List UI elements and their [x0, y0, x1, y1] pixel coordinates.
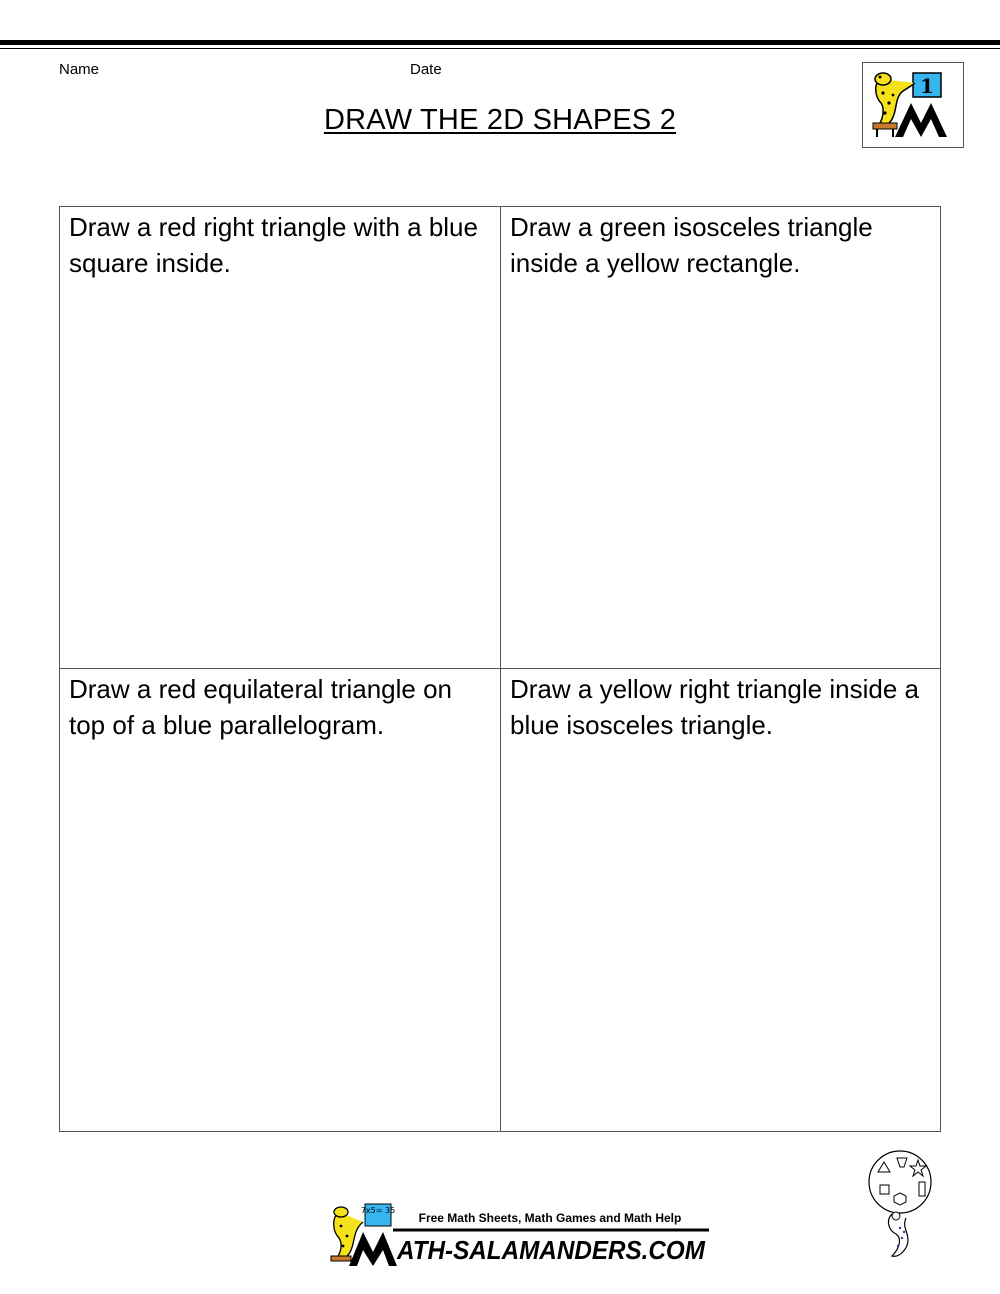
footer-brand: ATH-SALAMANDERS.COM	[396, 1235, 707, 1265]
shapes-salamander-icon	[866, 1148, 938, 1266]
salamander-logo-icon	[325, 1198, 710, 1270]
date-label: Date	[410, 61, 442, 78]
question-cell-2[interactable]	[501, 207, 940, 669]
footer-tagline: Free Math Sheets, Math Games and Math Help	[418, 1211, 682, 1225]
question-grid	[59, 206, 941, 1132]
salamander-grade-icon	[863, 63, 963, 147]
question-text-3: Draw a red equilateral triangle on top of a blue parallelogram.	[69, 674, 452, 740]
top-rule	[0, 40, 1000, 45]
question-cell-4[interactable]	[501, 669, 940, 1131]
board-text: 7x5= 35	[360, 1206, 396, 1215]
question-text-4: Draw a yellow right triangle inside a blue isosceles triangle.	[510, 674, 919, 740]
question-text-2: Draw a green isosceles triangle inside a yellow rectangle.	[510, 212, 873, 278]
grade-logo	[862, 62, 964, 148]
math-salamanders-logo	[325, 1198, 710, 1270]
name-label: Name	[59, 61, 100, 78]
question-cell-1[interactable]	[60, 207, 501, 669]
page-title: DRAW THE 2D SHAPES 2	[323, 104, 677, 136]
grade-number: 1	[920, 74, 934, 98]
top-rule-thin	[0, 48, 1000, 49]
question-cell-3[interactable]	[60, 669, 501, 1131]
question-text-1: Draw a red right triangle with a blue square inside.	[69, 212, 478, 278]
